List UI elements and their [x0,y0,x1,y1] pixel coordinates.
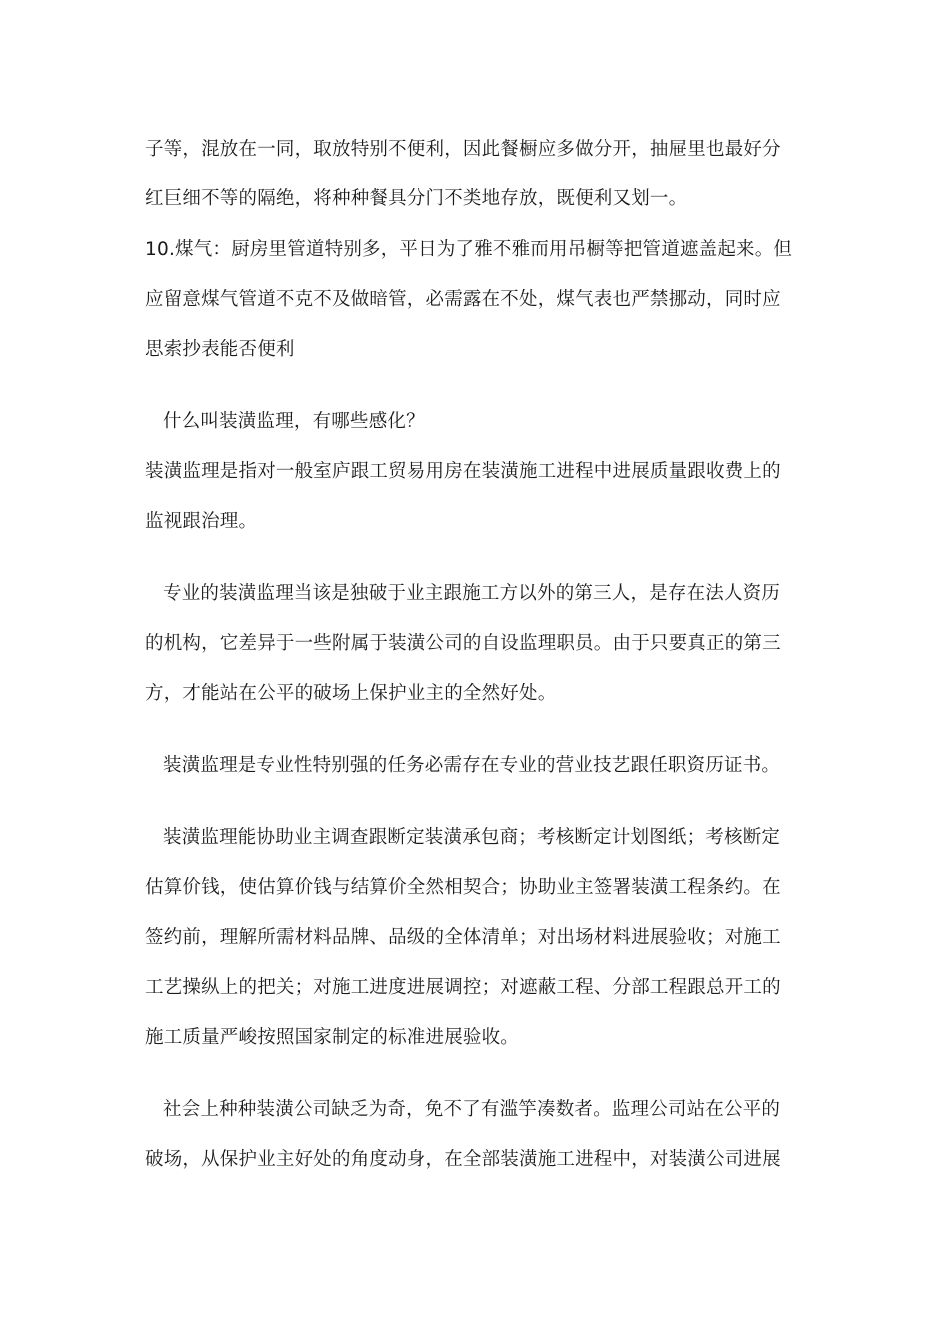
paragraph-line: 红巨细不等的隔绝，将种种餐具分门不类地存放，既便利又划一。 [145,188,688,209]
paragraph-line: 思索抄表能否便利 [145,339,295,360]
paragraph-line: 10.煤气：厨房里管道特别多，平日为了雅不雅而用吊橱等把管道遮盖起来。但 [145,239,793,260]
paragraph-line: 方，才能站在公平的破场上保护业主的全然好处。 [145,683,557,704]
paragraph-line: 的机构，它差异于一些附属于装潢公司的自设监理职员。由于只要真正的第三 [145,633,781,654]
paragraph-line: 估算价钱，使估算价钱与结算价全然相契合；协助业主签署装潢工程条约。在 [145,877,781,898]
paragraph-line: 签约前，理解所需材料品牌、品级的全体清单；对出场材料进展验收；对施工 [145,927,781,948]
paragraph-line: 监视跟治理。 [145,511,258,532]
paragraph-line: 破场，从保护业主好处的角度动身，在全部装潢施工进程中，对装潢公司进展 [145,1149,781,1170]
paragraph-line: 专业的装潢监理当该是独破于业主跟施工方以外的第三人，是存在法人资历 [163,583,781,604]
paragraph-line: 装潢监理能协助业主调查跟断定装潢承包商；考核断定计划图纸；考核断定 [163,827,781,848]
paragraph-line: 装潢监理是指对一般室庐跟工贸易用房在装潢施工进程中进展质量跟收费上的 [145,461,781,482]
section-heading: 什么叫装潢监理，有哪些感化？ [163,411,425,432]
paragraph-line: 装潢监理是专业性特别强的任务必需存在专业的营业技艺跟任职资历证书。 [163,755,781,776]
paragraph-line: 社会上种种装潢公司缺乏为奇，免不了有滥竽凑数者。监理公司站在公平的 [163,1099,781,1120]
paragraph-line: 应留意煤气管道不克不及做暗管，必需露在不处，煤气表也严禁挪动，同时应 [145,289,781,310]
paragraph-line: 施工质量严峻按照国家制定的标准进展验收。 [145,1027,520,1048]
paragraph-line: 工艺操纵上的把关；对施工进度进展调控；对遮蔽工程、分部工程跟总开工的 [145,977,781,998]
paragraph-line: 子等，混放在一同，取放特别不便利，因此餐橱应多做分开，抽屉里也最好分 [145,139,781,160]
